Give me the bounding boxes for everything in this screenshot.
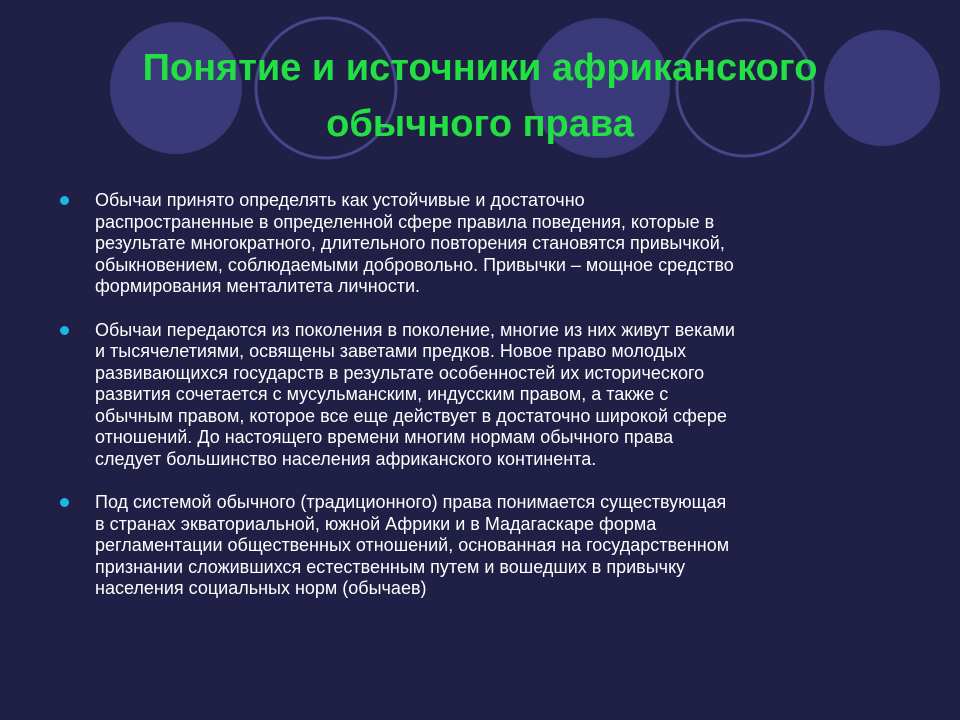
bullet-line: формирования менталитета личности. [95,276,421,296]
bullet-line: развития сочетается с мусульманским, индусским правом, а также с [95,384,669,404]
bullet-line: следует большинство населения африканского континента. [95,448,597,469]
bullet-line: обыкновением, соблюдаемыми добровольно. Привычки – мощное средство [95,254,734,275]
bullet-item [58,190,908,298]
bullet-line: Под системой обычного (традиционного) права понимается существующая [95,492,727,512]
bullet-dot-icon [60,498,69,507]
bullet-line: и тысячелетиями, освящены заветами предков. Новое право молодых [95,341,687,361]
slide-title-line: Понятие и источники африканского [142,47,818,89]
bullet-line: результате многократного, длительного повторения становятся привычкой, [95,233,725,253]
slide-title-line: обычного права [326,103,634,145]
bullet-text [95,492,908,600]
bullet-item [58,320,908,471]
bullet-text [95,320,908,471]
bullet-line: обычным правом, которое все еще действует в достаточно широкой сфере [95,405,727,426]
bullet-line: населения социальных норм (обычаев) [95,578,427,598]
bullet-list [58,190,908,622]
bullet-line: Обычаи принято определять как устойчивые и достаточно [95,190,585,210]
bullet-line: регламентации общественных отношений, основанная на государственном [95,535,730,555]
bullet-dot-icon [60,326,69,335]
bullet-item [58,492,908,600]
bullet-text [95,190,908,298]
bullet-line: развивающихся государств в результате особенностей их исторического [95,362,705,383]
slide-title [40,40,920,152]
bullet-line: в странах экваториальной, южной Африки и в Мадагаскаре форма [95,513,657,534]
bullet-line: Обычаи передаются из поколения в поколение, многие из них живут веками [95,319,735,340]
bullet-line: отношений. До настоящего времени многим нормам обычного права [95,427,674,447]
bullet-line: распространенные в определенной сфере правила поведения, которые в [95,211,715,232]
bullet-line: признании сложившихся естественным путем и вошедших в привычку [95,556,686,577]
bullet-dot-icon [60,196,69,205]
